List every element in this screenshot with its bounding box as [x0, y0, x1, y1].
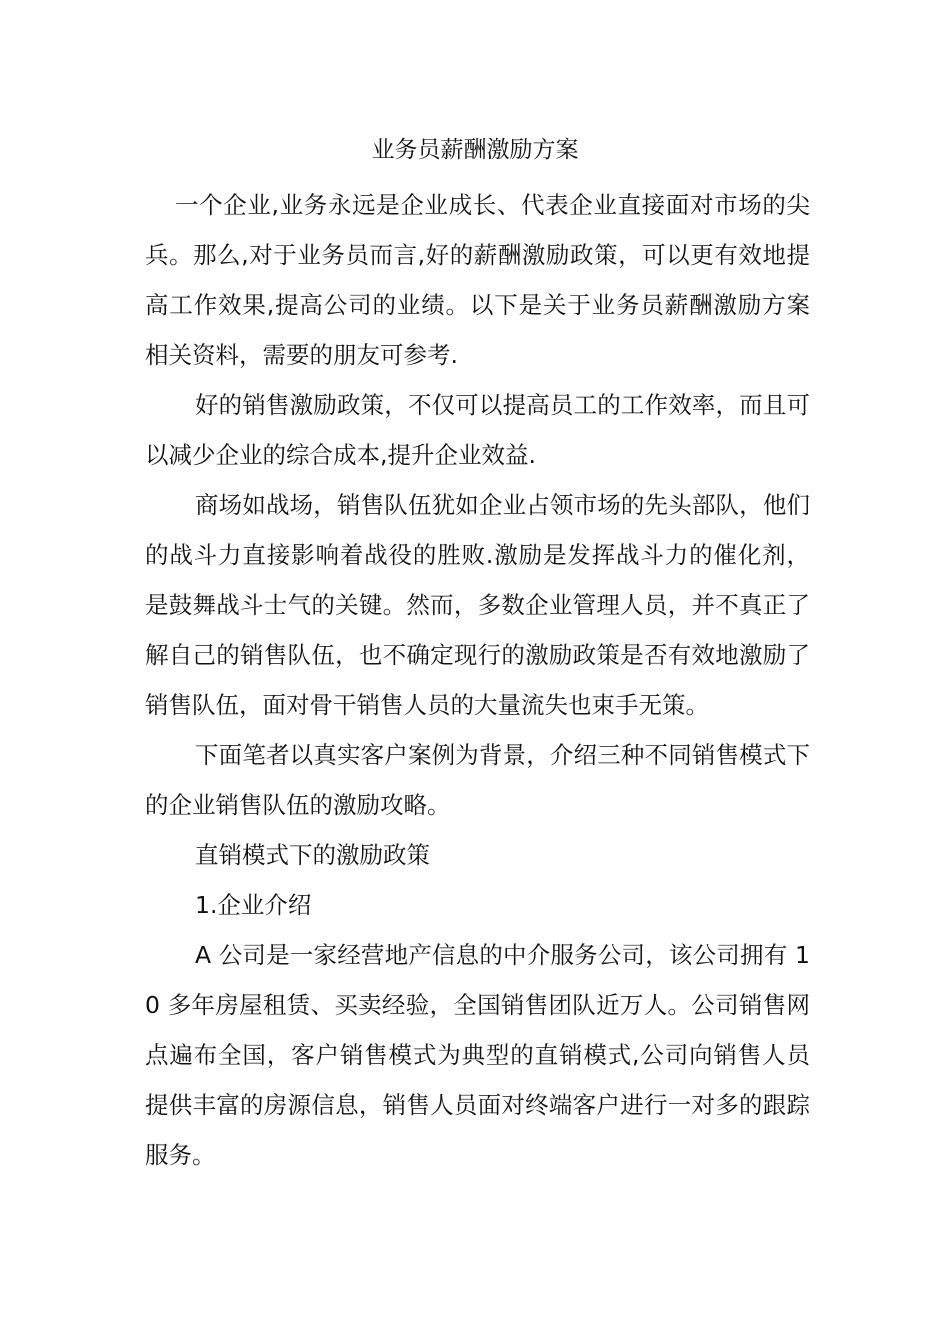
document-body [145, 180, 810, 1180]
paragraph-intro: 一个企业,业务永远是企业成长、代表企业直接面对市场的尖兵。那么,对于业务员而言,好的薪酬激励政策，可以更有效地提高工作效果,提高公司的业绩。以下是关于业务员薪酬激励方案相关资料，需要的朋友可参考. [145, 191, 810, 369]
paragraph-company-a: A 公司是一家经营地产信息的中介服务公司，该公司拥有 10 多年房屋租赁、买卖经验，全国销售团队近万人。公司销售网点遍布全国，客户销售模式为典型的直销模式,公司向销售人员提供丰富的房源信息，销售人员面对终端客户进行一对多的跟踪服务。 [145, 941, 810, 1169]
document-title: 业务员薪酬激励方案 [371, 137, 579, 163]
paragraph-case-intro: 下面笔者以真实客户案例为背景，介绍三种不同销售模式下的企业销售队伍的激励攻略。 [145, 741, 810, 819]
subsection-heading-company: 1.企业介绍 [195, 891, 312, 919]
paragraph-incentive-policy: 好的销售激励政策，不仅可以提高员工的工作效率，而且可以减少企业的综合成本,提升企业效益. [145, 391, 810, 469]
paragraph-sales-team: 商场如战场，销售队伍犹如企业占领市场的先头部队，他们的战斗力直接影响着战役的胜败.激励是发挥战斗力的催化剂，是鼓舞战斗士气的关键。然而，多数企业管理人员，并不真正了解自己的销售队伍，也不确定现行的激励政策是否有效地激励了销售队伍，面对骨干销售人员的大量流失也束手无策。 [145, 491, 810, 719]
section-heading-direct-sales: 直销模式下的激励政策 [195, 841, 430, 869]
